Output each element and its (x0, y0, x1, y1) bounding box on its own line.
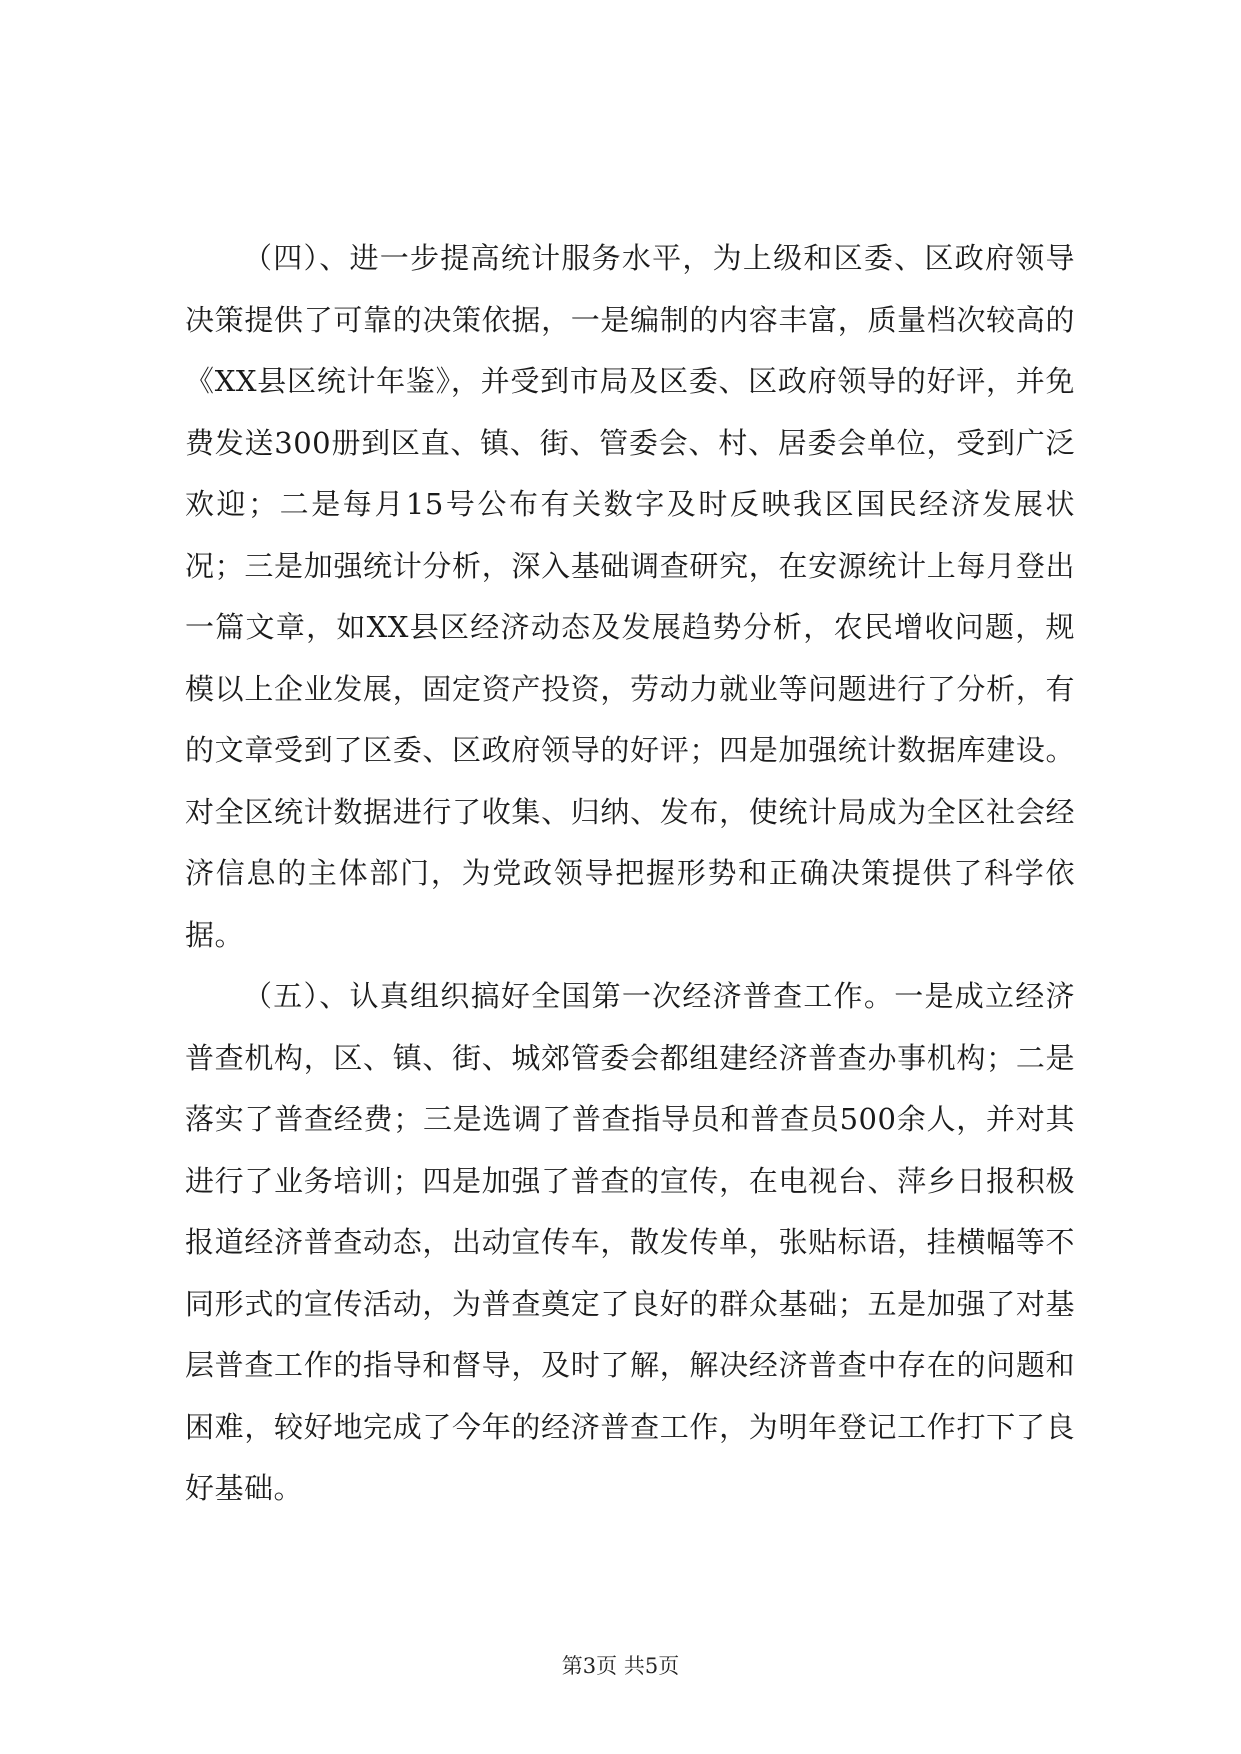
page-number: 第3页 共5页 (561, 1654, 680, 1678)
paragraph-section-4: （四）、进一步提高统计服务水平，为上级和区委、区政府领导决策提供了可靠的决策依据，一是编制的内容丰富，质量档次较高的《XX县区统计年鉴》，并受到市局及区委、区政府领导的好评，并免费发送300册到区直、镇、街、管委会、村、居委会单位，受到广泛欢迎；二是每月15号公布有关数字及时反映我区国民经济发展状况；三是加强统计分析，深入基础调查研究，在安源统计上每月登出一篇文章，如XX县区经济动态及发展趋势分析，农民增收问题，规模以上企业发展，固定资产投资，劳动力就业等问题进行了分析，有的文章受到了区委、区政府领导的好评；四是加强统计数据库建设。对全区统计数据进行了收集、归纳、发布，使统计局成为全区社会经济信息的主体部门，为党政领导把握形势和正确决策提供了科学依据。 (185, 241, 1075, 952)
document-body (185, 228, 1075, 1520)
paragraph-section-5: （五）、认真组织搞好全国第一次经济普查工作。一是成立经济普查机构，区、镇、街、城郊管委会都组建经济普查办事机构；二是落实了普查经费；三是选调了普查指导员和普查员500余人，并对其进行了业务培训；四是加强了普查的宣传，在电视台、萍乡日报积极报道经济普查动态，出动宣传车，散发传单，张贴标语，挂横幅等不同形式的宣传活动，为普查奠定了良好的群众基础；五是加强了对基层普查工作的指导和督导，及时了解，解决经济普查中存在的问题和困难，较好地完成了今年的经济普查工作，为明年登记工作打下了良好基础。 (185, 979, 1075, 1505)
